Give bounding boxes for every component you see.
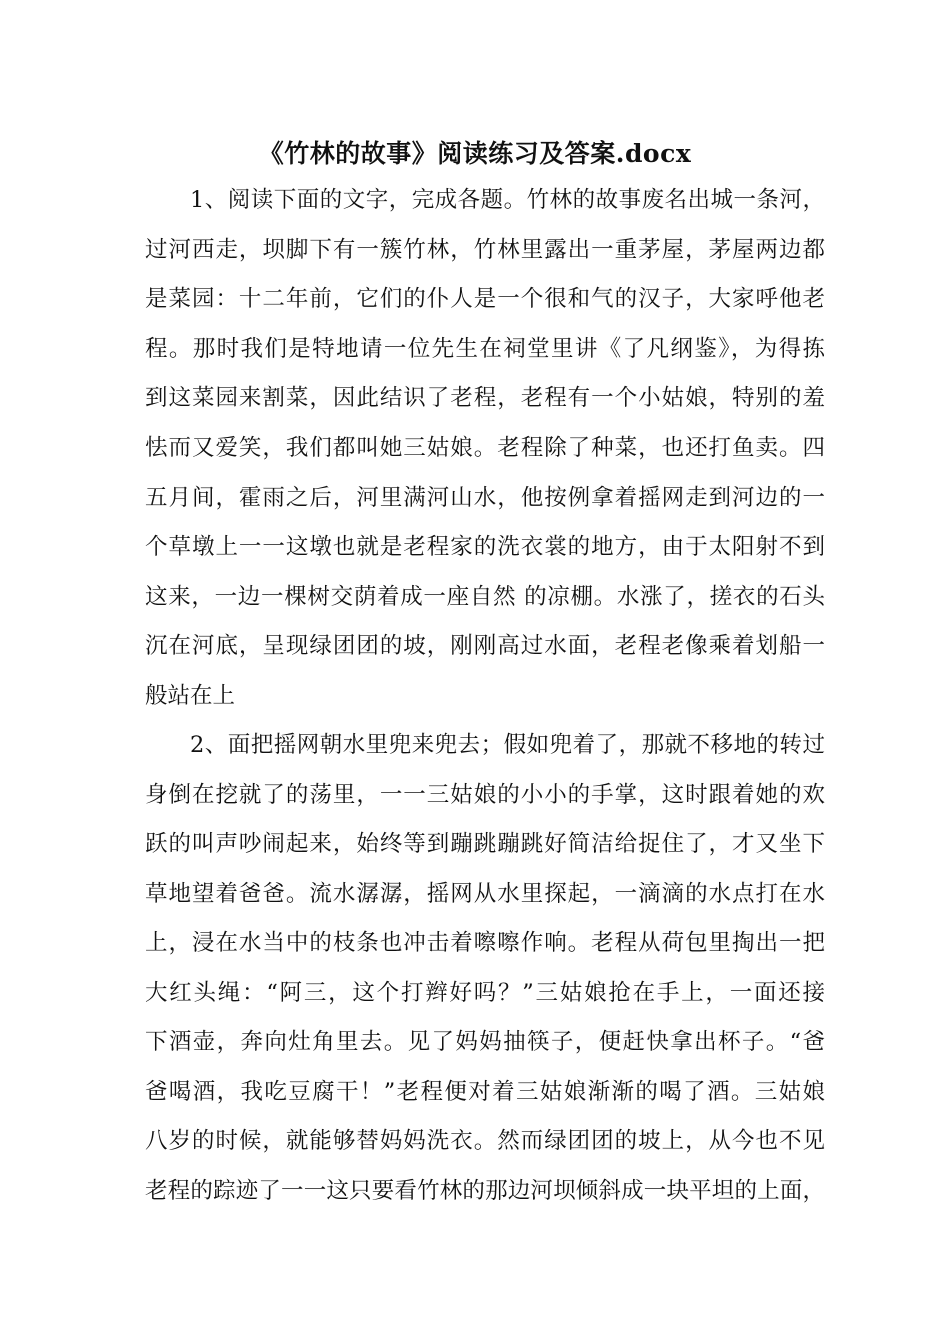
paragraph-2-line: 跃的叫声吵闹起来，始终等到蹦跳蹦跳好简洁给捉住了，才又坐下 — [145, 831, 825, 857]
paragraph-1-line: 个草墩上一一这墩也就是老程家的洗衣裳的地方，由于太阳射不到 — [145, 534, 825, 560]
paragraph-2-line: 上，浸在水当中的枝条也冲击着嚓嚓作响。老程从荷包里掏出一把 — [145, 930, 825, 956]
paragraph-2-line: 下酒壶，奔向灶角里去。见了妈妈抽筷子，便赶快拿出杯子。“爸 — [145, 1029, 825, 1055]
paragraph-2-line: 大红头绳：“阿三，这个打辫好吗？”三姑娘抢在手上，一面还接 — [145, 980, 825, 1006]
paragraph-2-line: 身倒在挖就了的荡里，一一三姑娘的小小的手掌，这时跟着她的欢 — [145, 782, 825, 808]
paragraph-1-line: 这来，一边一棵树交荫着成一座自然 的凉棚。水涨了，搓衣的石头 — [145, 584, 825, 610]
paragraph-2-line: 老程的踪迹了一一这只要看竹林的那边河坝倾斜成一块平坦的上面， — [145, 1178, 825, 1204]
paragraph-1-line: 程。那时我们是特地请一位先生在祠堂里讲《了凡纲鉴》，为得拣 — [145, 336, 825, 362]
paragraph-2-line: 2、面把摇网朝水里兜来兜去；假如兜着了，那就不移地的转过 — [190, 732, 825, 758]
paragraph-1-line: 过河西走，坝脚下有一簇竹林，竹林里露出一重茅屋，茅屋两边都 — [145, 237, 825, 263]
paragraph-1-line: 沉在河底，呈现绿团团的坡，刚刚高过水面，老程老像乘着划船一 — [145, 633, 825, 659]
paragraph-1-line: 1、阅读下面的文字，完成各题。竹林的故事废名出城一条河， — [190, 187, 825, 213]
paragraph-1-line: 到这菜园来割菜，因此结识了老程，老程有一个小姑娘，特别的羞 — [145, 385, 825, 411]
paragraph-2-line: 爸喝酒，我吃豆腐干！”老程便对着三姑娘渐渐的喝了酒。三姑娘 — [145, 1079, 825, 1105]
paragraph-2-line: 草地望着爸爸。流水潺潺，摇网从水里探起，一滴滴的水点打在水 — [145, 881, 825, 907]
paragraph-1-line: 般站在上 — [145, 683, 236, 709]
paragraph-1-line: 五月间，霍雨之后，河里满河山水，他按例拿着摇网走到河边的一 — [145, 485, 825, 511]
paragraph-1-line: 怯而又爱笑，我们都叫她三姑娘。老程除了种菜，也还打鱼卖。四 — [145, 435, 825, 461]
document-title: 《竹林的故事》阅读练习及答案.docx — [258, 139, 692, 168]
paragraph-1-line: 是菜园：十二年前，它们的仆人是一个很和气的汉子，大家呼他老 — [145, 286, 825, 312]
paragraph-2-line: 八岁的时候，就能够替妈妈洗衣。然而绿团团的坡上，从今也不见 — [145, 1128, 825, 1154]
